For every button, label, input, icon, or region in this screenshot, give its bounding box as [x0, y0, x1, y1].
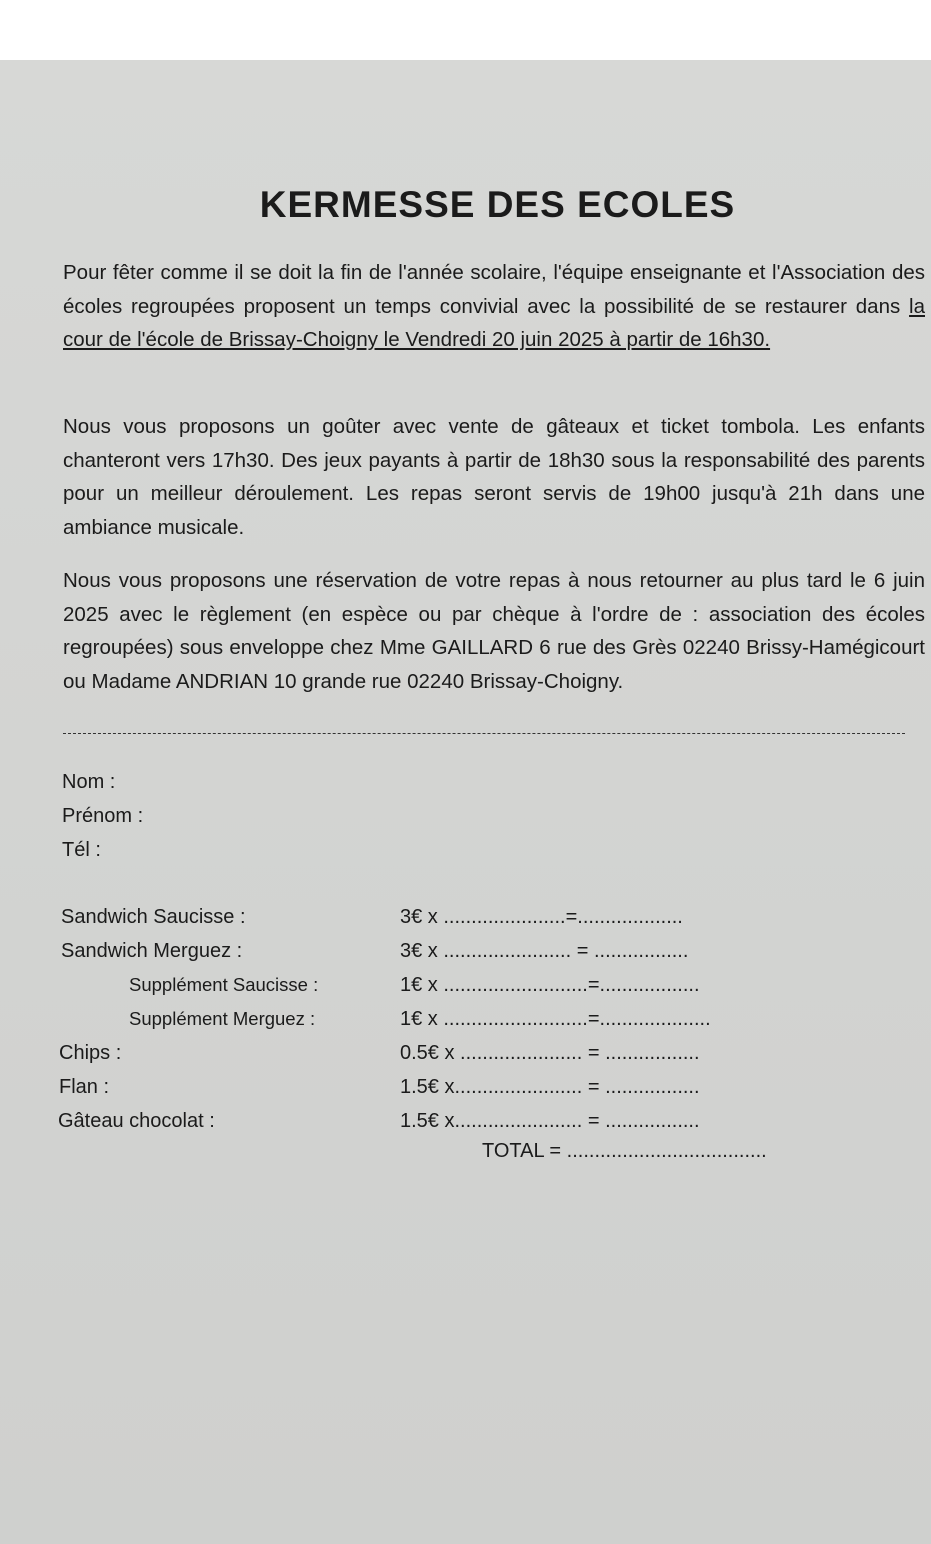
- field-prenom: Prénom :: [62, 805, 144, 827]
- item-price-line: 1€ x ..........................=....................: [400, 1008, 711, 1030]
- item-price-line: 1.5€ x....................... = .................: [400, 1076, 700, 1098]
- item-price-line: 1.5€ x....................... = .................: [400, 1110, 700, 1132]
- item-label: Sandwich Merguez :: [61, 940, 243, 962]
- field-tel: Tél :: [62, 839, 101, 861]
- item-label: Flan :: [59, 1076, 110, 1098]
- intro-text: Pour fêter comme il se doit la fin de l'année scolaire, l'équipe enseignante et l'Association des écoles regroupées proposent un temps convivial avec la possibilité de se restaurer dans: [63, 261, 925, 318]
- item-price-line: 3€ x ......................=...................: [400, 906, 683, 928]
- item-price-line: 3€ x ....................... = .................: [400, 940, 689, 962]
- item-price-line: 1€ x ..........................=..................: [400, 974, 700, 996]
- cut-line: [63, 733, 905, 734]
- item-label: Gâteau chocolat :: [58, 1110, 215, 1132]
- event-location-date: la cour de l'école de Brissay-Choigny le Vendredi 20 juin 2025 à partir de 16h30.: [63, 294, 925, 351]
- item-label: Chips :: [59, 1042, 122, 1064]
- field-nom: Nom :: [62, 771, 116, 793]
- total-line: TOTAL = ....................................: [482, 1140, 767, 1162]
- item-price-line: 0.5€ x ...................... = .................: [400, 1042, 700, 1064]
- item-label: Sandwich Saucisse :: [61, 906, 246, 928]
- reservation-paragraph: Nous vous proposons une réservation de votre repas à nous retourner au plus tard le 6 juin 2025 avec le règlement (en espèce ou par chèque à l'ordre de : association des écoles regroupées) sous enveloppe chez Mme GAILLARD 6 rue des Grès 02240 Brissy-Hamégicourt ou Madame ANDRIAN 10 grande rue 02240 Brissay-Choigny.: [63, 569, 925, 693]
- program-paragraph: Nous vous proposons un goûter avec vente de gâteaux et ticket tombola. Les enfants chanteront vers 17h30. Des jeux payants à partir de 18h30 sous la responsabilité des parents pour un meilleur déroulement. Les repas seront servis de 19h00 jusqu'à 21h dans une ambiance musicale.: [63, 415, 925, 539]
- intro-paragraph: [63, 256, 925, 357]
- item-label: Supplément Merguez :: [129, 1008, 316, 1029]
- item-label: Supplément Saucisse :: [129, 974, 319, 995]
- document-title: KERMESSE DES ECOLES: [259, 184, 736, 225]
